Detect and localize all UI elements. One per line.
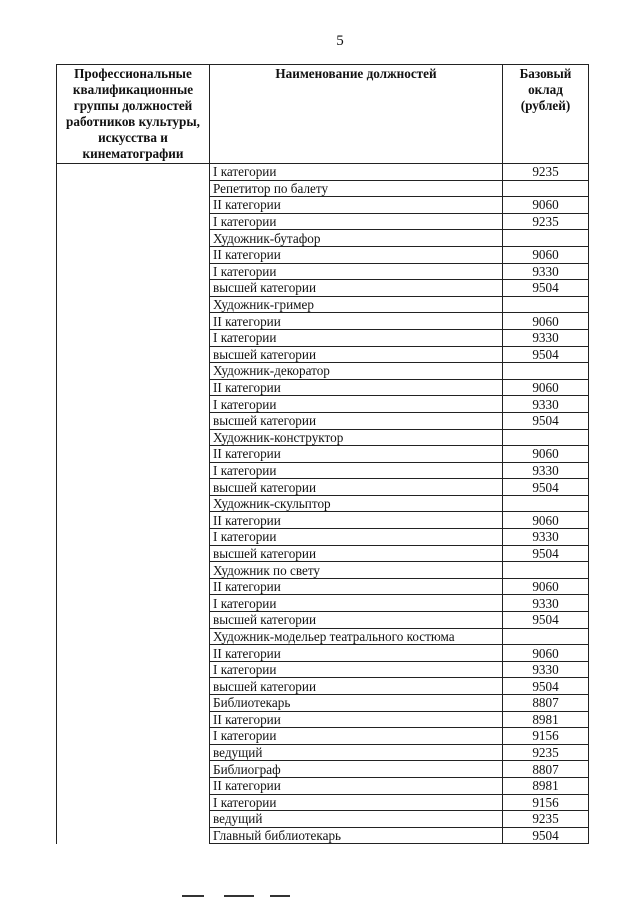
position-title-cell: Библиограф xyxy=(210,761,503,778)
scan-mark xyxy=(224,895,254,897)
base-salary-cell: 9060 xyxy=(503,578,589,595)
base-salary-cell: 8981 xyxy=(503,777,589,794)
header-group: Профессиональные квалификационные группы должностей работников культуры, искусства и кинематографии xyxy=(57,65,210,164)
table-body xyxy=(57,164,589,844)
base-salary-cell: 9330 xyxy=(503,595,589,612)
position-title-cell: Репетитор по балету xyxy=(210,180,503,197)
base-salary-cell: 9504 xyxy=(503,678,589,695)
base-salary-cell: 9504 xyxy=(503,346,589,363)
position-title-cell: I категории xyxy=(210,794,503,811)
base-salary-cell: 9060 xyxy=(503,246,589,263)
base-salary-cell xyxy=(503,628,589,645)
base-salary-cell xyxy=(503,562,589,579)
base-salary-cell: 9330 xyxy=(503,529,589,546)
base-salary-cell: 9330 xyxy=(503,396,589,413)
base-salary-cell: 9235 xyxy=(503,213,589,230)
position-title-cell: ведущий xyxy=(210,811,503,828)
base-salary-cell: 9330 xyxy=(503,329,589,346)
base-salary-cell xyxy=(503,495,589,512)
position-title-cell: I категории xyxy=(210,329,503,346)
position-title-cell: II категории xyxy=(210,197,503,214)
base-salary-cell: 9060 xyxy=(503,446,589,463)
base-salary-cell xyxy=(503,429,589,446)
position-title-cell: I категории xyxy=(210,595,503,612)
position-title-cell: I категории xyxy=(210,462,503,479)
base-salary-cell: 9060 xyxy=(503,379,589,396)
position-title-cell: Художник-конструктор xyxy=(210,429,503,446)
position-title-cell: Художник-скульптор xyxy=(210,495,503,512)
base-salary-cell: 8981 xyxy=(503,711,589,728)
position-title-cell: II категории xyxy=(210,246,503,263)
position-title-cell: высшей категории xyxy=(210,346,503,363)
position-title-cell: Библиотекарь xyxy=(210,695,503,712)
base-salary-cell: 9060 xyxy=(503,645,589,662)
scan-mark xyxy=(182,895,204,897)
base-salary-cell: 9156 xyxy=(503,794,589,811)
base-salary-cell: 9235 xyxy=(503,811,589,828)
position-title-cell: Художник-модельер театрального костюма xyxy=(210,628,503,645)
base-salary-cell: 9330 xyxy=(503,661,589,678)
position-title-cell: II категории xyxy=(210,313,503,330)
position-title-cell: I категории xyxy=(210,213,503,230)
position-title-cell: высшей категории xyxy=(210,678,503,695)
base-salary-cell: 9504 xyxy=(503,479,589,496)
base-salary-cell: 9060 xyxy=(503,512,589,529)
base-salary-cell: 9504 xyxy=(503,545,589,562)
base-salary-cell: 9060 xyxy=(503,197,589,214)
base-salary-cell: 9060 xyxy=(503,313,589,330)
position-title-cell: I категории xyxy=(210,728,503,745)
position-title-cell: I категории xyxy=(210,164,503,181)
base-salary-cell xyxy=(503,363,589,380)
position-title-cell: II категории xyxy=(210,578,503,595)
position-title-cell: Художник-бутафор xyxy=(210,230,503,247)
group-cell xyxy=(57,164,210,844)
header-title: Наименование должностей xyxy=(210,65,503,164)
base-salary-cell: 9330 xyxy=(503,462,589,479)
position-title-cell: высшей категории xyxy=(210,545,503,562)
position-title-cell: высшей категории xyxy=(210,612,503,629)
position-title-cell: высшей категории xyxy=(210,412,503,429)
position-title-cell: II категории xyxy=(210,512,503,529)
base-salary-cell: 9235 xyxy=(503,164,589,181)
base-salary-cell: 8807 xyxy=(503,761,589,778)
table-row xyxy=(57,164,589,181)
base-salary-cell xyxy=(503,230,589,247)
position-title-cell: I категории xyxy=(210,396,503,413)
position-title-cell: высшей категории xyxy=(210,280,503,297)
position-title-cell: высшей категории xyxy=(210,479,503,496)
base-salary-cell: 9504 xyxy=(503,280,589,297)
position-title-cell: II категории xyxy=(210,777,503,794)
position-title-cell: Главный библиотекарь xyxy=(210,827,503,844)
position-title-cell: I категории xyxy=(210,529,503,546)
position-title-cell: ведущий xyxy=(210,744,503,761)
position-title-cell: I категории xyxy=(210,661,503,678)
position-title-cell: II категории xyxy=(210,446,503,463)
base-salary-cell xyxy=(503,296,589,313)
position-title-cell: II категории xyxy=(210,711,503,728)
position-title-cell: Художник-декоратор xyxy=(210,363,503,380)
position-title-cell: Художник-гример xyxy=(210,296,503,313)
base-salary-cell: 9504 xyxy=(503,612,589,629)
base-salary-cell: 9330 xyxy=(503,263,589,280)
base-salary-cell: 9504 xyxy=(503,412,589,429)
scan-mark xyxy=(270,895,290,897)
position-title-cell: Художник по свету xyxy=(210,562,503,579)
position-title-cell: I категории xyxy=(210,263,503,280)
base-salary-cell: 9235 xyxy=(503,744,589,761)
position-title-cell: II категории xyxy=(210,645,503,662)
salary-table xyxy=(56,64,589,844)
position-title-cell: II категории xyxy=(210,379,503,396)
header-salary: Базовый оклад (рублей) xyxy=(503,65,589,164)
page-number: 5 xyxy=(336,33,344,49)
base-salary-cell: 9504 xyxy=(503,827,589,844)
table-header-row xyxy=(57,65,589,164)
base-salary-cell: 8807 xyxy=(503,695,589,712)
base-salary-cell: 9156 xyxy=(503,728,589,745)
base-salary-cell xyxy=(503,180,589,197)
